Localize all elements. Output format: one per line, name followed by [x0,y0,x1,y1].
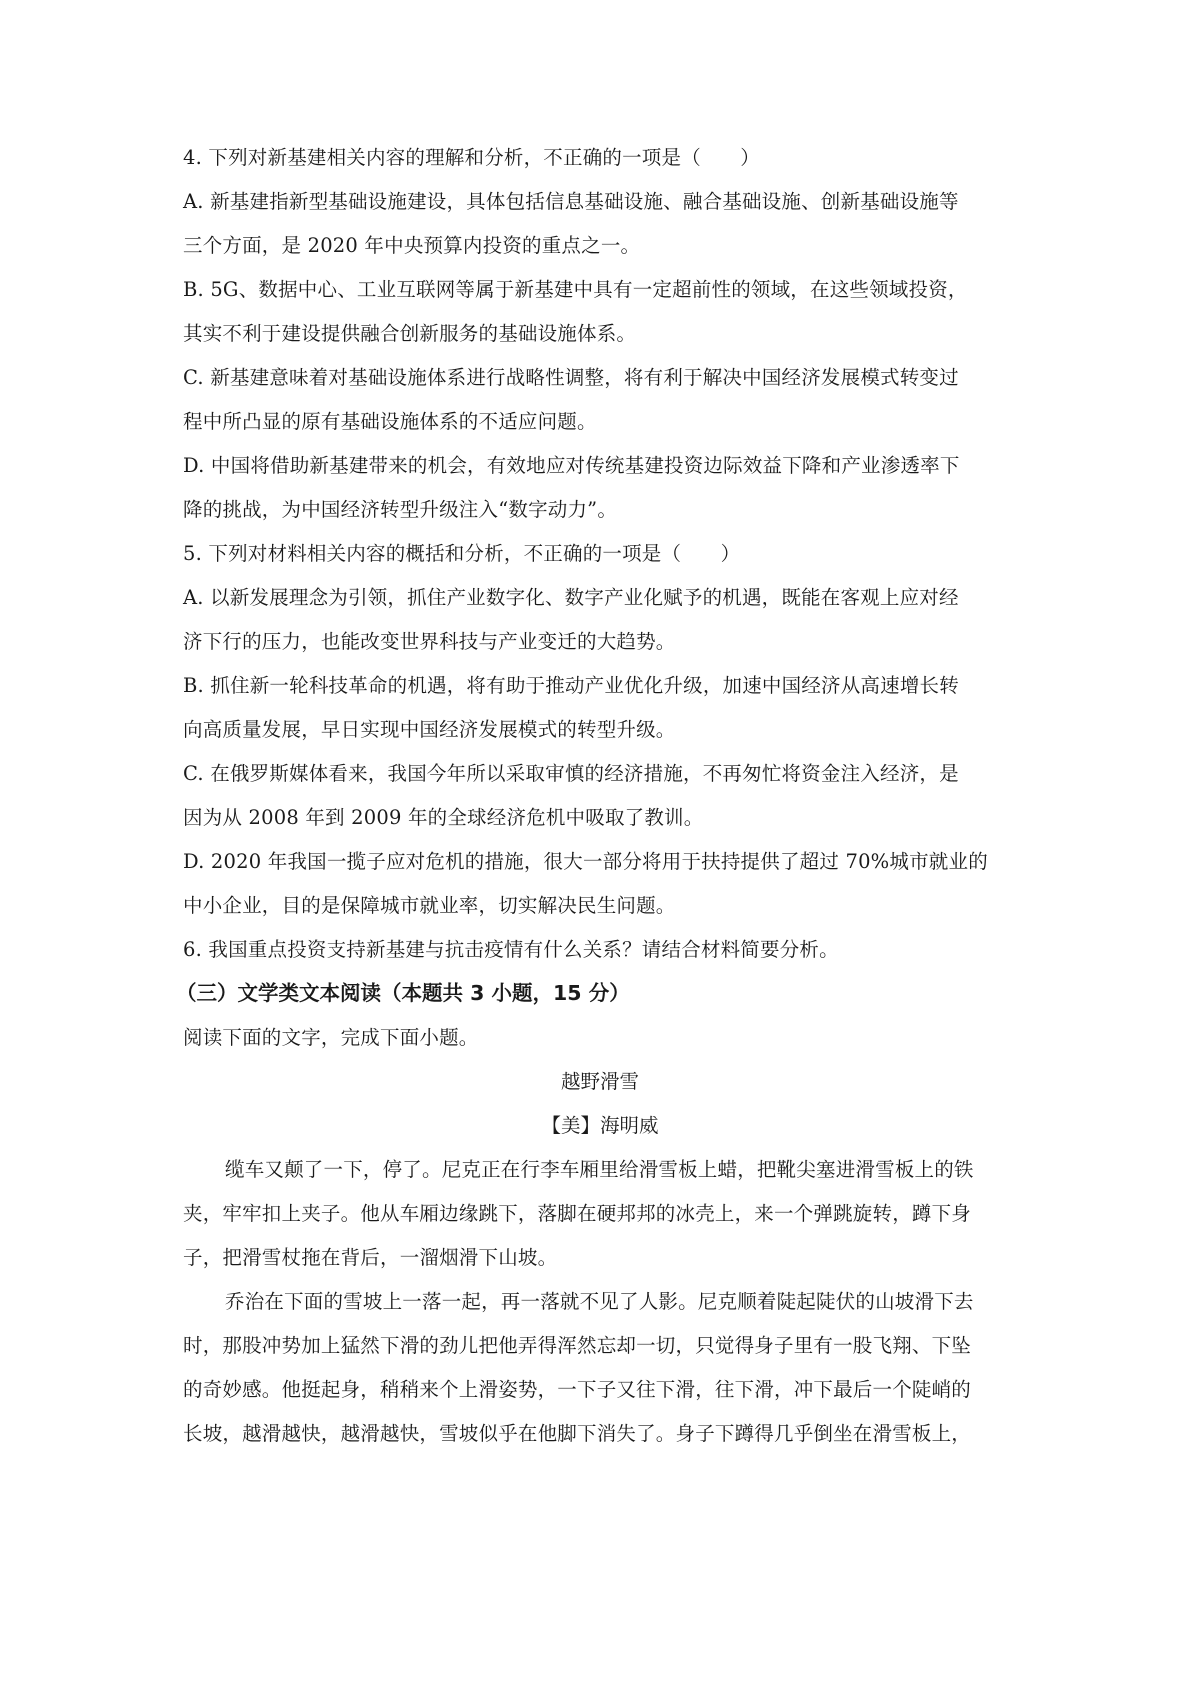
passage-title: 越野滑雪 [560,1070,639,1093]
passage-paragraph2-line3: 的奇妙感。他挺起身，稍稍来个上滑姿势，一下子又往下滑，往下滑，冲下最后一个陡峭的 [183,1378,972,1401]
passage-paragraph2-line2: 时，那股冲势加上猛然下滑的劲儿把他弄得浑然忘却一切，只觉得身子里有一股飞翔、下坠 [183,1334,972,1357]
q4-option-d-line1: D. 中国将借助新基建带来的机会，有效地应对传统基建投资边际效益下降和产业渗透率下 [183,454,960,477]
q4-option-b-line2: 其实不利于建设提供融合创新服务的基础设施体系。 [183,322,637,345]
q4-option-c-line2: 程中所凸显的原有基础设施体系的不适应问题。 [183,410,597,433]
passage-paragraph2-line4: 长坡，越滑越快，越滑越快，雪坡似乎在他脚下消失了。身子下蹲得几乎倒坐在滑雪板上， [183,1422,972,1445]
q5-option-c-line1: C. 在俄罗斯媒体看来，我国今年所以采取审慎的经济措施，不再匆忙将资金注入经济，是 [183,762,959,785]
passage-paragraph1-line2: 夹，牢牢扣上夹子。他从车厢边缘跳下，落脚在硬邦邦的冰壳上，来一个弹跳旋转，蹲下身 [183,1202,972,1225]
q4-option-a-line2: 三个方面，是 2020 年中央预算内投资的重点之一。 [183,234,641,257]
q4-option-c-line1: C. 新基建意味着对基础设施体系进行战略性调整，将有利于解决中国经济发展模式转变过 [183,366,959,389]
q5-option-d-line2: 中小企业，目的是保障城市就业率，切实解决民生问题。 [183,894,676,917]
q4-option-d-line2: 降的挑战，为中国经济转型升级注入“数字动力”。 [183,498,618,521]
passage-paragraph1-line1: 缆车又颠了一下，停了。尼克正在行李车厢里给滑雪板上蜡，把靴尖塞进滑雪板上的铁 [225,1158,974,1181]
q5-option-d-line1: D. 2020 年我国一揽子应对危机的措施，很大一部分将用于扶持提供了超过 70%城市就业的 [183,850,988,873]
passage-paragraph1-line3: 子，把滑雪杖拖在背后，一溜烟滑下山坡。 [183,1246,558,1269]
passage-paragraph2-line1: 乔治在下面的雪坡上一落一起，再一落就不见了人影。尼克顺着陡起陡伏的山坡滑下去 [225,1290,974,1313]
passage-author: 【美】海明威 [541,1114,659,1137]
q5-option-c-line2: 因为从 2008 年到 2009 年的全球经济危机中吸取了教训。 [183,806,704,829]
q5-option-b-line1: B. 抓住新一轮科技革命的机遇，将有助于推动产业优化升级，加速中国经济从高速增长转 [183,674,959,697]
section-heading: （三）文学类文本阅读（本题共 3 小题，15 分） [176,981,630,1005]
reading-instruction: 阅读下面的文字，完成下面小题。 [183,1026,479,1049]
q5-option-a-line1: A. 以新发展理念为引领，抓住产业数字化、数字产业化赋予的机遇，既能在客观上应对经 [183,586,959,609]
q5-option-a-line2: 济下行的压力，也能改变世界科技与产业变迁的大趋势。 [183,630,676,653]
q4-option-b-line1: B. 5G、数据中心、工业互联网等属于新基建中具有一定超前性的领域，在这些领域投资， [183,278,968,301]
q5-stem: 5. 下列对材料相关内容的概括和分析，不正确的一项是（ ） [183,542,741,565]
q4-option-a-line1: A. 新基建指新型基础设施建设，具体包括信息基础设施、融合基础设施、创新基础设施等 [183,190,959,213]
q5-option-b-line2: 向高质量发展，早日实现中国经济发展模式的转型升级。 [183,718,676,741]
q4-stem: 4. 下列对新基建相关内容的理解和分析，不正确的一项是（ ） [183,146,761,169]
q6-stem: 6. 我国重点投资支持新基建与抗击疫情有什么关系？请结合材料简要分析。 [183,938,839,961]
